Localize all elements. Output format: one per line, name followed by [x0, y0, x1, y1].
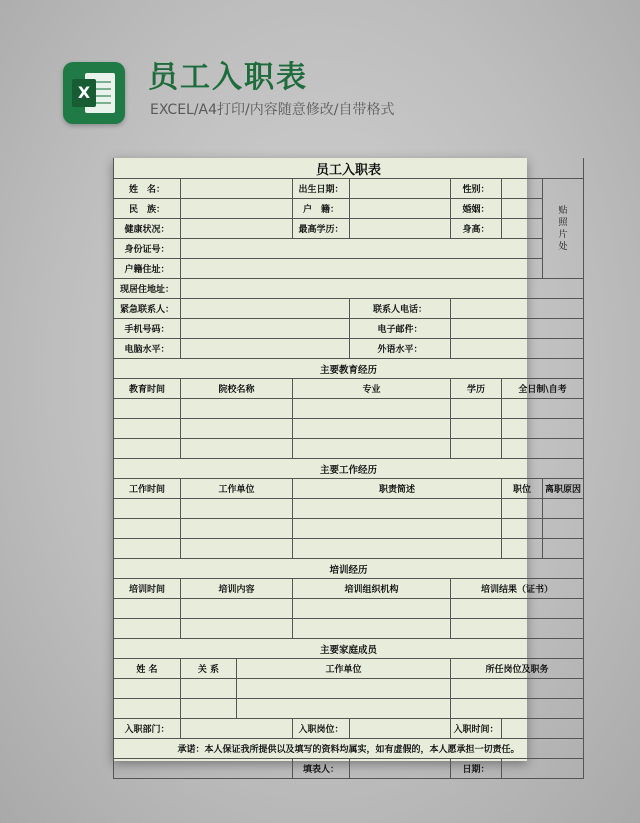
photo-box[interactable] — [543, 179, 584, 279]
field-gender[interactable] — [502, 179, 543, 199]
col-edu-time: 教育时间 — [114, 379, 181, 399]
excel-logo-icon — [63, 62, 125, 124]
form-sheet — [113, 158, 582, 775]
label-mobile: 手机号码： — [114, 319, 181, 339]
label-entry-dept: 入职部门： — [114, 719, 181, 739]
table-row — [114, 539, 584, 559]
section-education: 主要教育经历 — [114, 359, 584, 379]
page-subtitle: EXCEL/A4打印/内容随意修改/自带格式 — [150, 102, 395, 118]
col-train-org: 培训组织机构 — [293, 579, 451, 599]
field-id-number[interactable] — [181, 239, 543, 259]
field-marriage[interactable] — [502, 199, 543, 219]
table-row — [114, 439, 584, 459]
field-mobile[interactable] — [181, 319, 350, 339]
field-computer-level[interactable] — [181, 339, 350, 359]
col-edu-degree: 学历 — [451, 379, 502, 399]
field-current-address[interactable] — [181, 279, 584, 299]
col-train-time: 培训时间 — [114, 579, 181, 599]
field-entry-time[interactable] — [502, 719, 584, 739]
table-row — [114, 699, 584, 719]
label-id-number: 身份证号： — [114, 239, 181, 259]
table-row — [114, 619, 584, 639]
field-hukou-address[interactable] — [181, 259, 543, 279]
table-row — [114, 599, 584, 619]
field-filler[interactable] — [350, 759, 451, 779]
section-family: 主要家庭成员 — [114, 639, 584, 659]
table-row — [114, 519, 584, 539]
col-work-company: 工作单位 — [181, 479, 293, 499]
field-entry-post[interactable] — [350, 719, 451, 739]
label-entry-post: 入职岗位： — [293, 719, 350, 739]
field-health[interactable] — [181, 219, 293, 239]
label-entry-time: 入职时间： — [451, 719, 502, 739]
label-filler: 填表人： — [293, 759, 350, 779]
col-work-duty: 职责简述 — [293, 479, 502, 499]
field-emergency-contact[interactable] — [181, 299, 350, 319]
label-health: 健康状况： — [114, 219, 181, 239]
col-train-result: 培训结果（证书） — [451, 579, 584, 599]
field-hukou[interactable] — [350, 199, 451, 219]
col-edu-type: 全日制\自考 — [502, 379, 584, 399]
label-email: 电子邮件： — [350, 319, 451, 339]
label-hukou: 户 籍： — [293, 199, 350, 219]
table-row — [114, 679, 584, 699]
label-contact-phone: 联系人电话： — [350, 299, 451, 319]
label-date: 日期： — [451, 759, 502, 779]
col-family-company: 工作单位 — [237, 659, 451, 679]
col-work-reason: 离职原因 — [543, 479, 584, 499]
label-emergency-contact: 紧急联系人： — [114, 299, 181, 319]
table-row — [114, 419, 584, 439]
excel-x-badge: X — [72, 79, 96, 107]
form-title: 员工入职表 — [114, 158, 584, 179]
field-entry-dept[interactable] — [181, 719, 293, 739]
field-degree[interactable] — [350, 219, 451, 239]
col-family-relation: 关 系 — [181, 659, 237, 679]
field-contact-phone[interactable] — [451, 299, 584, 319]
label-gender: 性别： — [451, 179, 502, 199]
label-language-level: 外语水平： — [350, 339, 451, 359]
label-current-address: 现居住地址： — [114, 279, 181, 299]
table-row — [114, 399, 584, 419]
col-family-position: 所任岗位及职务 — [451, 659, 584, 679]
label-ethnicity: 民 族： — [114, 199, 181, 219]
label-hukou-address: 户籍住址： — [114, 259, 181, 279]
col-family-name: 姓 名 — [114, 659, 181, 679]
col-train-content: 培训内容 — [181, 579, 293, 599]
signature-spacer — [114, 759, 293, 779]
field-height[interactable] — [502, 219, 543, 239]
section-work: 主要工作经历 — [114, 459, 584, 479]
photo-label: 贴照片处 — [558, 205, 568, 252]
label-computer-level: 电脑水平： — [114, 339, 181, 359]
page-title: 员工入职表 — [148, 60, 308, 95]
col-edu-major: 专业 — [293, 379, 451, 399]
entry-form-table — [113, 158, 584, 779]
section-training: 培训经历 — [114, 559, 584, 579]
table-row — [114, 499, 584, 519]
label-name: 姓 名： — [114, 179, 181, 199]
label-birth: 出生日期： — [293, 179, 350, 199]
col-work-time: 工作时间 — [114, 479, 181, 499]
col-edu-school: 院校名称 — [181, 379, 293, 399]
field-ethnicity[interactable] — [181, 199, 293, 219]
label-marriage: 婚姻： — [451, 199, 502, 219]
label-height: 身高： — [451, 219, 502, 239]
promise-statement: 承诺：本人保证我所提供以及填写的资料均属实，如有虚假的，本人愿承担一切责任。 — [114, 739, 584, 759]
col-work-position: 职位 — [502, 479, 543, 499]
field-name[interactable] — [181, 179, 293, 199]
field-date[interactable] — [502, 759, 584, 779]
label-degree: 最高学历： — [293, 219, 350, 239]
field-birth[interactable] — [350, 179, 451, 199]
field-language-level[interactable] — [451, 339, 584, 359]
field-email[interactable] — [451, 319, 584, 339]
